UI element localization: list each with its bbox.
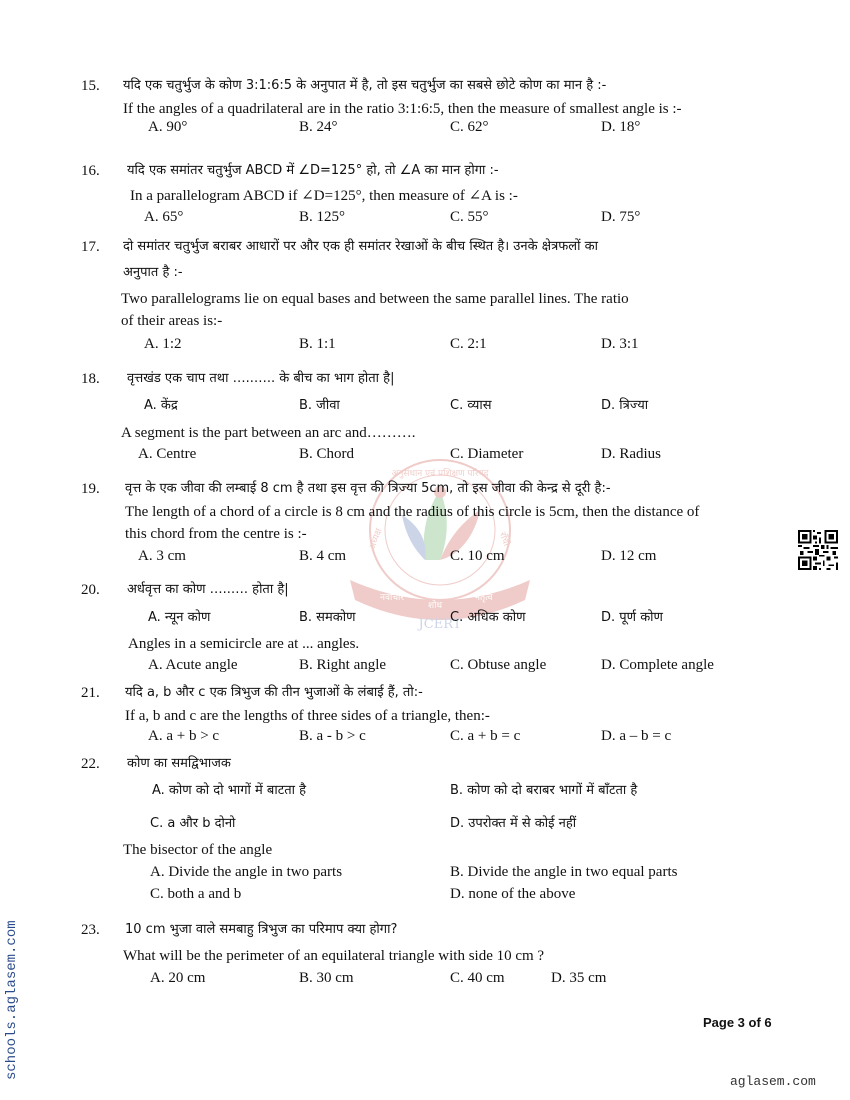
q23-option-d: D. 35 cm: [551, 970, 607, 986]
watermark-ribbon-2: शोध: [428, 601, 442, 611]
q19-option-b: B. 4 cm: [299, 548, 347, 564]
q15-option-c: C. 62°: [450, 119, 489, 135]
q21-number: 21.: [81, 685, 100, 701]
q19-english-line-1: The length of a chord of a circle is 8 cm and the radius of this circle is 5cm, then the distance of: [125, 504, 700, 520]
q16-option-c: C. 55°: [450, 209, 489, 225]
q17-hindi-line-1: दो समांतर चतुर्भुज बराबर आधारों पर और एक ही समांतर रेखाओं के बीच स्थित है। उनके क्षेत्रफलों का: [123, 239, 598, 254]
q22-option-d: D. none of the above: [450, 886, 576, 902]
watermark-ribbon-1: नवाचार: [380, 593, 405, 603]
q19-number: 19.: [81, 481, 100, 497]
q17-english-line-2: of their areas is:-: [121, 313, 223, 329]
q21-english-text: If a, b and c are the lengths of three sides of a triangle, then:-: [125, 708, 490, 724]
site-url[interactable]: aglasem.com: [730, 1074, 816, 1089]
q15-option-a: A. 90°: [148, 119, 188, 135]
q22-hindi-option-a: A. कोण को दो भागों में बाटता है: [152, 783, 307, 798]
q16-option-b: B. 125°: [299, 209, 346, 225]
q17-english-line-1: Two parallelograms lie on equal bases and between the same parallel lines. The ratio: [121, 291, 629, 307]
q15-hindi-text: यदि एक चतुर्भुज के कोण 3:1:6:5 के अनुपात में है, तो इस चतुर्भुज का सबसे छोटे कोण का मान है :-: [123, 78, 607, 93]
q17-number: 17.: [81, 239, 100, 255]
q18-english-text: A segment is the part between an arc and……….: [121, 425, 416, 441]
page-number: Page 3 of 6: [703, 1015, 772, 1030]
q21-option-d: D. a – b = c: [601, 728, 672, 744]
q19-english-line-2: this chord from the centre is :-: [125, 526, 307, 542]
q22-option-b: B. Divide the angle in two equal parts: [450, 864, 678, 880]
q15-option-b: B. 24°: [299, 119, 338, 135]
side-url[interactable]: schools.aglasem.com: [4, 920, 20, 1080]
q22-option-a: A. Divide the angle in two parts: [150, 864, 343, 880]
q22-hindi-option-d: D. उपरोक्त में से कोई नहीं: [450, 816, 577, 831]
q21-option-c: C. a + b = c: [450, 728, 521, 744]
q15-english-text: If the angles of a quadrilateral are in the ratio 3:1:6:5, then the measure of smallest angle is :-: [123, 101, 682, 117]
q20-option-b: B. Right angle: [299, 657, 387, 673]
q20-number: 20.: [81, 582, 100, 598]
q23-hindi-text: 10 cm भुजा वाले समबाहु त्रिभुज का परिमाप क्या होगा?: [125, 922, 398, 937]
q16-hindi-text: यदि एक समांतर चतुर्भुज ABCD में ∠D=125° हो, तो ∠A का मान होगा :-: [127, 163, 499, 178]
q17-option-a: A. 1:2: [144, 336, 182, 352]
watermark-name: JCERT: [418, 617, 462, 632]
watermark-ribbon-3: नेतृत्व: [475, 593, 493, 603]
q20-option-a: A. Acute angle: [148, 657, 238, 673]
q15-number: 15.: [81, 78, 100, 94]
q21-option-a: A. a + b > c: [148, 728, 220, 744]
q20-hindi-option-b: B. समकोण: [299, 610, 356, 625]
q20-hindi-option-d: D. पूर्ण कोण: [601, 610, 663, 625]
q19-hindi-text: वृत्त के एक जीवा की लम्बाई 8 cm है तथा इस वृत्त की त्रिज्या 5cm, तो इस जीवा की केन्द्र से दूरी है:-: [125, 481, 611, 496]
q17-option-b: B. 1:1: [299, 336, 336, 352]
q22-english-text: The bisector of the angle: [123, 842, 273, 858]
q20-hindi-option-c: C. अधिक कोण: [450, 610, 526, 625]
qr-code[interactable]: [798, 530, 838, 570]
q15-option-d: D. 18°: [601, 119, 641, 135]
q17-option-c: C. 2:1: [450, 336, 487, 352]
q18-option-a: A. Centre: [138, 446, 197, 462]
q23-option-b: B. 30 cm: [299, 970, 354, 986]
q18-hindi-option-a: A. केंद्र: [144, 398, 178, 413]
q22-number: 22.: [81, 756, 100, 772]
q16-number: 16.: [81, 163, 100, 179]
q20-hindi-option-a: A. न्यून कोण: [148, 610, 211, 625]
q21-hindi-text: यदि a, b और c एक त्रिभुज की तीन भुजाओं के लंबाई हैं, तो:-: [125, 685, 423, 700]
q18-number: 18.: [81, 371, 100, 387]
q20-hindi-text: अर्धवृत्त का कोण …..…. होता है|: [127, 582, 289, 597]
watermark-top-arc: अनुसंधान एवं प्रशिक्षण परिषद: [391, 469, 489, 479]
q21-option-b: B. a - b > c: [299, 728, 366, 744]
q22-hindi-option-b: B. कोण को दो बराबर भागों में बाँटता है: [450, 783, 638, 798]
q23-english-text: What will be the perimeter of an equilateral triangle with side 10 cm ?: [123, 948, 545, 964]
q23-option-c: C. 40 cm: [450, 970, 505, 986]
q18-option-b: B. Chord: [299, 446, 355, 462]
q20-option-c: C. Obtuse angle: [450, 657, 547, 673]
watermark-side-left: अध्यक्ष: [367, 527, 385, 552]
q18-option-d: D. Radius: [601, 446, 661, 462]
q22-option-c: C. both a and b: [150, 886, 242, 902]
q17-hindi-line-2: अनुपात है :-: [123, 265, 183, 280]
watermark-side-right: राँची: [496, 530, 511, 548]
q23-number: 23.: [81, 922, 100, 938]
q22-hindi-text: कोण का समद्विभाजक: [127, 756, 231, 771]
q22-hindi-option-c: C. a और b दोनो: [150, 816, 236, 831]
q18-hindi-text: वृत्तखंड एक चाप तथा …..….. के बीच का भाग होता है|: [127, 371, 395, 386]
q23-option-a: A. 20 cm: [150, 970, 206, 986]
q20-english-text: Angles in a semicircle are at ... angles.: [128, 636, 360, 652]
q16-option-a: A. 65°: [144, 209, 184, 225]
q19-option-d: D. 12 cm: [601, 548, 657, 564]
q16-option-d: D. 75°: [601, 209, 641, 225]
q18-option-c: C. Diameter: [450, 446, 524, 462]
q16-english-text: In a parallelogram ABCD if ∠D=125°, then measure of ∠A is :-: [130, 188, 518, 204]
q19-option-c: C. 10 cm: [450, 548, 505, 564]
q18-hindi-option-c: C. व्यास: [450, 398, 492, 413]
q17-option-d: D. 3:1: [601, 336, 639, 352]
q18-hindi-option-d: D. त्रिज्या: [601, 398, 649, 413]
q18-hindi-option-b: B. जीवा: [299, 398, 340, 413]
q19-option-a: A. 3 cm: [138, 548, 186, 564]
q20-option-d: D. Complete angle: [601, 657, 714, 673]
